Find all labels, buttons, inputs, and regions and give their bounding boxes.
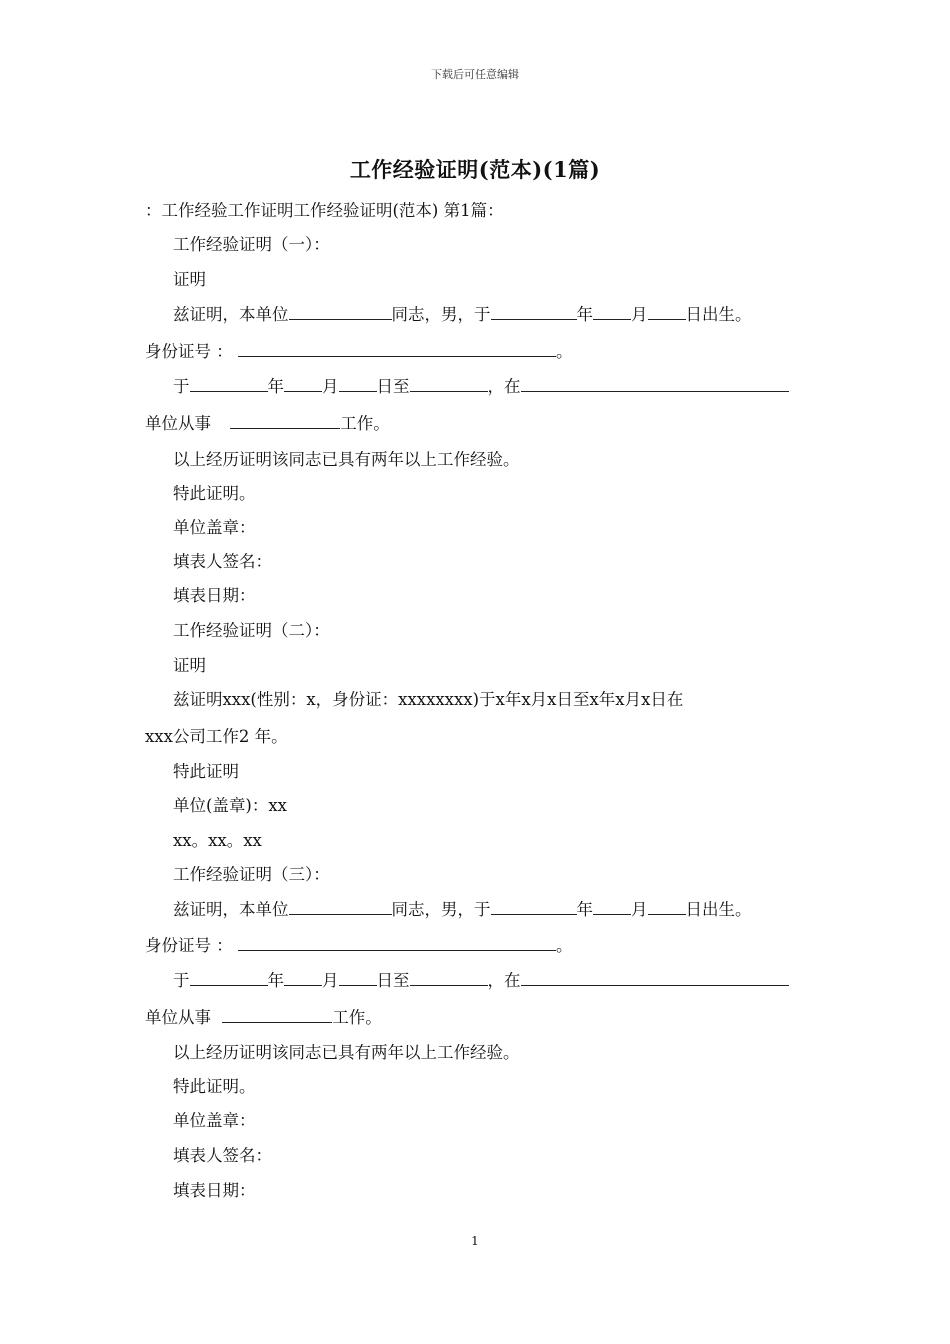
section-3-line-2 — [145, 935, 573, 957]
name-blank — [289, 899, 392, 915]
name-blank — [289, 304, 392, 320]
text: 日至 — [376, 971, 410, 990]
text: 身份证号 ： — [145, 936, 233, 955]
day-blank — [648, 304, 686, 320]
to-date-blank — [410, 376, 488, 392]
section-3-line-3 — [173, 970, 789, 992]
section-1-line-3 — [173, 376, 789, 398]
text: 。 — [556, 342, 573, 361]
section-2-body-1: 兹证明xxx(性别：x，身份证：xxxxxxxx)于x年x月x日至x年x月x日在 — [173, 690, 684, 709]
text: ，在 — [487, 377, 521, 396]
section-3-signer: 填表人签名： — [173, 1146, 272, 1165]
section-3-heading: 工作经验证明（三）： — [173, 865, 330, 884]
text: 月 — [322, 971, 339, 990]
section-1-teci: 特此证明。 — [173, 484, 256, 503]
section-2-seal: 单位(盖章)：xx — [173, 796, 287, 815]
text: 日出生。 — [685, 900, 752, 919]
day-blank — [648, 899, 686, 915]
section-1-signer: 填表人签名： — [173, 552, 272, 571]
section-3-seal: 单位盖章： — [173, 1111, 256, 1130]
text: 年 — [576, 900, 593, 919]
text: 兹证明，本单位 — [173, 900, 289, 919]
year-blank — [491, 899, 577, 915]
from-month-blank — [284, 970, 322, 986]
intro-line: ：工作经验工作证明工作经验证明(范本) 第1篇： — [145, 201, 504, 220]
text: 日出生。 — [685, 305, 752, 324]
text: 于 — [173, 971, 190, 990]
from-year-blank — [190, 970, 268, 986]
text: 于 — [173, 377, 190, 396]
company-blank — [521, 376, 789, 392]
section-3-experience: 以上经历证明该同志已具有两年以上工作经验。 — [173, 1043, 520, 1062]
section-3-date: 填表日期： — [173, 1181, 256, 1200]
month-blank — [593, 304, 631, 320]
section-1-date: 填表日期： — [173, 586, 256, 605]
section-3-teci: 特此证明。 — [173, 1077, 256, 1096]
from-month-blank — [284, 376, 322, 392]
id-number-blank — [238, 935, 556, 951]
section-2-zhengming: 证明 — [173, 656, 206, 675]
text: 工作。 — [340, 414, 390, 433]
month-blank — [593, 899, 631, 915]
page-number: 1 — [471, 1234, 479, 1248]
section-1-experience: 以上经历证明该同志已具有两年以上工作经验。 — [173, 450, 520, 469]
text: 年 — [267, 971, 284, 990]
id-number-blank — [238, 341, 556, 357]
section-2-teci: 特此证明 — [173, 762, 239, 781]
text: 同志，男，于 — [391, 305, 491, 324]
text: 年 — [576, 305, 593, 324]
year-blank — [491, 304, 577, 320]
position-blank — [222, 1007, 332, 1023]
text: 同志，男，于 — [391, 900, 491, 919]
from-day-blank — [339, 970, 377, 986]
document-title: 工作经验证明(范本)(1篇) — [349, 157, 601, 182]
section-2-xx: xx。xx。xx — [173, 831, 262, 850]
text: 兹证明，本单位 — [173, 305, 289, 324]
section-1-line-1 — [173, 304, 752, 326]
section-3-line-4 — [145, 1007, 382, 1029]
section-1-line-2 — [145, 341, 573, 363]
text: ，在 — [487, 971, 521, 990]
section-2-body-2: xxx公司工作2 年。 — [145, 727, 288, 746]
text: 年 — [267, 377, 284, 396]
text: 工作。 — [332, 1008, 382, 1027]
section-1-heading: 工作经验证明（一）： — [173, 235, 330, 254]
to-date-blank — [410, 970, 488, 986]
text: 月 — [631, 305, 648, 324]
page-header: 下载后可任意编辑 — [431, 68, 519, 81]
section-3-line-1 — [173, 899, 752, 921]
text: 。 — [556, 936, 573, 955]
section-2-heading: 工作经验证明（二）： — [173, 621, 330, 640]
text: 日至 — [376, 377, 410, 396]
company-blank — [521, 970, 789, 986]
section-1-zhengming: 证明 — [173, 270, 206, 289]
from-day-blank — [339, 376, 377, 392]
section-1-seal: 单位盖章： — [173, 518, 256, 537]
section-1-line-4 — [145, 413, 390, 435]
text: 月 — [631, 900, 648, 919]
from-year-blank — [190, 376, 268, 392]
text: 单位从事 — [145, 414, 211, 433]
position-blank — [230, 413, 340, 429]
text: 单位从事 — [145, 1008, 211, 1027]
text: 月 — [322, 377, 339, 396]
text: 身份证号 ： — [145, 342, 233, 361]
